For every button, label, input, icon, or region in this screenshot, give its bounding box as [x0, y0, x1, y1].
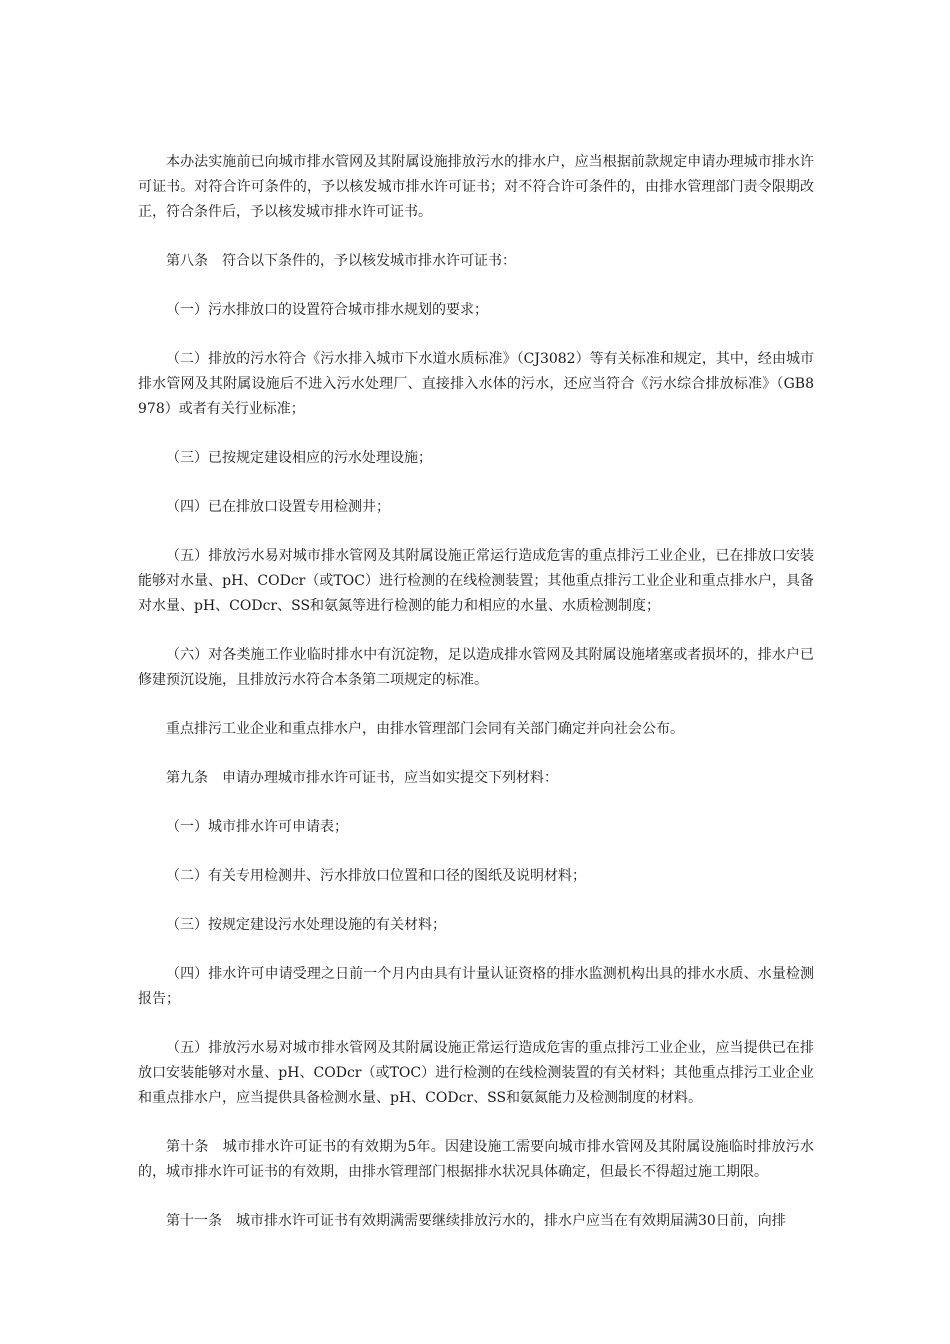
article-8-item-1: （一）污水排放口的设置符合城市排水规划的要求；	[166, 302, 488, 318]
article-9-item-1: （一）城市排水许可申请表；	[166, 819, 348, 835]
article-8-item-3: （三）已按规定建设相应的污水处理设施；	[166, 450, 432, 466]
article-9-heading: 第九条 申请办理城市排水许可证书，应当如实提交下列材料：	[166, 770, 558, 786]
document-body	[138, 150, 814, 1258]
article-8-item-4: （四）已在排放口设置专用检测井；	[166, 499, 390, 515]
article-9-item-4: （四）排水许可申请受理之日前一个月内由具有计量认证资格的排水监测机构出具的排水水质、水量检测报告；	[138, 966, 814, 1007]
article-8-item-6: （六）对各类施工作业临时排水中有沉淀物，足以造成排水管网及其附属设施堵塞或者损坏的，排水户已修建预沉设施，且排放污水符合本条第二项规定的标准。	[138, 647, 814, 688]
article-8-note: 重点排污工业企业和重点排水户，由排水管理部门会同有关部门确定并向社会公布。	[166, 721, 684, 737]
article-11: 第十一条 城市排水许可证书有效期满需要继续排放污水的，排水户应当在有效期届满30日前，向排	[166, 1213, 786, 1229]
paragraph-preamble: 本办法实施前已向城市排水管网及其附属设施排放污水的排水户，应当根据前款规定申请办理城市排水许可证书。对符合许可条件的，予以核发城市排水许可证书；对不符合许可条件的，由排水管理部门责令限期改正，符合条件后，予以核发城市排水许可证书。	[138, 154, 814, 220]
article-9-item-5: （五）排放污水易对城市排水管网及其附属设施正常运行造成危害的重点排污工业企业，应当提供已在排放口安装能够对水量、pH、CODcr（或TOC）进行检测的在线检测装置的有关材料；其他重点排污工业企业和重点排水户，应当提供具备检测水量、pH、CODcr、SS和氨氮能力及检测制度的材料。	[138, 1040, 814, 1106]
article-9-item-3: （三）按规定建设污水处理设施的有关材料；	[166, 917, 446, 933]
article-8-item-2: （二）排放的污水符合《污水排入城市下水道水质标准》（CJ3082）等有关标准和规定，其中，经由城市排水管网及其附属设施后不进入污水处理厂、直接排入水体的污水，还应当符合《污水综合排放标准》（GB8978）或者有关行业标准；	[138, 351, 814, 417]
article-10: 第十条 城市排水许可证书的有效期为5年。因建设施工需要向城市排水管网及其附属设施临时排放污水的，城市排水许可证书的有效期，由排水管理部门根据排水状况具体确定，但最长不得超过施工期限。	[138, 1139, 814, 1180]
article-8-heading: 第八条 符合以下条件的，予以核发城市排水许可证书：	[166, 253, 516, 269]
article-9-item-2: （二）有关专用检测井、污水排放口位置和口径的图纸及说明材料；	[166, 868, 586, 884]
article-8-item-5: （五）排放污水易对城市排水管网及其附属设施正常运行造成危害的重点排污工业企业，已在排放口安装能够对水量、pH、CODcr（或TOC）进行检测的在线检测装置；其他重点排污工业企业和重点排水户，具备对水量、pH、CODcr、SS和氨氮等进行检测的能力和相应的水量、水质检测制度；	[138, 548, 814, 614]
